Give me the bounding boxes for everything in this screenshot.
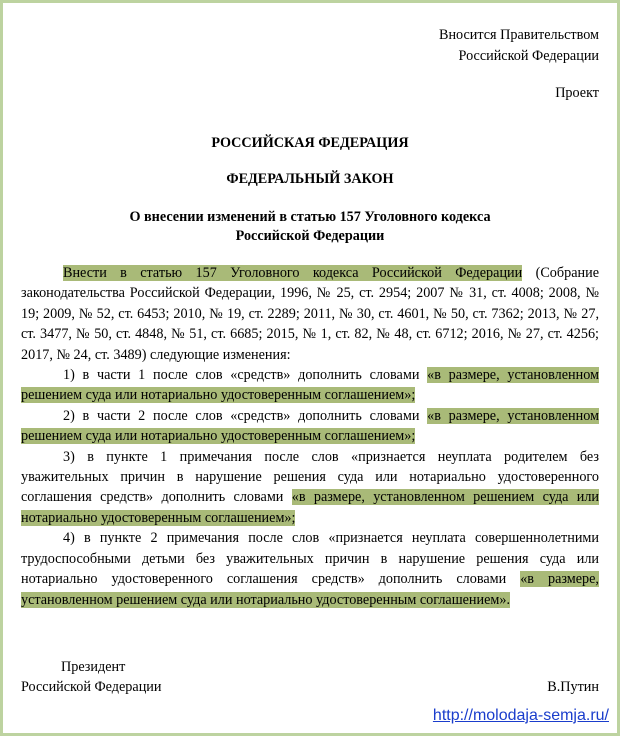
item-1-highlight: «в размере, установленном решением суда или нотариально удостоверенным соглашением»; bbox=[21, 367, 599, 404]
project-label: Проект bbox=[555, 85, 599, 101]
item-1-text: 1) в части 1 после слов «средств» дополнить словами bbox=[63, 367, 428, 384]
law-body bbox=[21, 263, 599, 610]
signatory-name: В.Путин bbox=[547, 679, 599, 695]
site-link[interactable]: http://molodaja-semja.ru/ bbox=[432, 707, 609, 724]
item-2-text: 2) в части 2 после слов «средств» дополнить словами bbox=[63, 407, 428, 424]
amendment-item-3 bbox=[21, 447, 599, 529]
intro-highlight: Внести в статью 157 Уголовного кодекса Российской Федерации bbox=[63, 265, 523, 281]
submitted-line-1: Вносится Правительством bbox=[438, 27, 599, 43]
submitted-line-2: Российской Федерации bbox=[458, 48, 599, 64]
law-subject-line-2: Российской Федерации bbox=[235, 228, 385, 244]
intro-rest: (Собрание законодательства Российской Федерации, 1996, № 25, ст. 2954; 2007 № 31, ст. 4008; 2008, № 19; 2009, № 52, ст. 6453; 2010, № 19, ст. 2289; 2011, № 30, ст. 4601, № 50, ст. 7362; 2013, № 27, ст. 3477, № 50, ст. 4848, № 51, ст. 6685; 2015, № 1, ст. 82, № 48, ст. 6712; 2016, № 27, ст. 4256; 2017, № 24, ст. 3489) следующие изменения: bbox=[21, 265, 599, 363]
country-title: РОССИЙСКАЯ ФЕДЕРАЦИЯ bbox=[211, 135, 409, 151]
item-4-highlight: «в размере, установленном решением суда или нотариально удостоверенным соглашением». bbox=[21, 571, 599, 608]
document-content bbox=[21, 3, 599, 733]
amendment-item-1 bbox=[21, 365, 599, 406]
item-3-text: 3) в пункте 1 примечания после слов «признается неуплата родителем без уважительных причин в нарушение решения суда или нотариально удостоверенного соглашения средств» дополнить словами bbox=[21, 448, 599, 506]
signatory-title bbox=[21, 657, 161, 697]
law-subject-title bbox=[21, 208, 599, 246]
law-type-title: ФЕДЕРАЛЬНЫЙ ЗАКОН bbox=[226, 171, 394, 187]
law-subject-line-1: О внесении изменений в статью 157 Уголовного кодекса bbox=[129, 209, 491, 225]
intro-paragraph bbox=[21, 263, 599, 365]
amendment-item-2 bbox=[21, 406, 599, 447]
amendment-item-4 bbox=[21, 528, 599, 610]
item-2-highlight: «в размере, установленном решением суда или нотариально удостоверенным соглашением»; bbox=[21, 407, 599, 445]
item-4-text: 4) в пункте 2 примечания после слов «признается неуплата совершеннолетними трудоспособными детьми без уважительных причин в нарушение решения суда или нотариально удостоверенного соглашения средств» дополнить словами bbox=[21, 530, 599, 588]
signatory-title-line-2: Российской Федерации bbox=[21, 679, 162, 695]
item-3-highlight: «в размере, установленном решением суда или нотариально удостоверенным соглашением»; bbox=[21, 489, 600, 526]
signatory-title-line-1: Президент bbox=[61, 659, 126, 675]
submitted-by-block bbox=[439, 25, 599, 67]
